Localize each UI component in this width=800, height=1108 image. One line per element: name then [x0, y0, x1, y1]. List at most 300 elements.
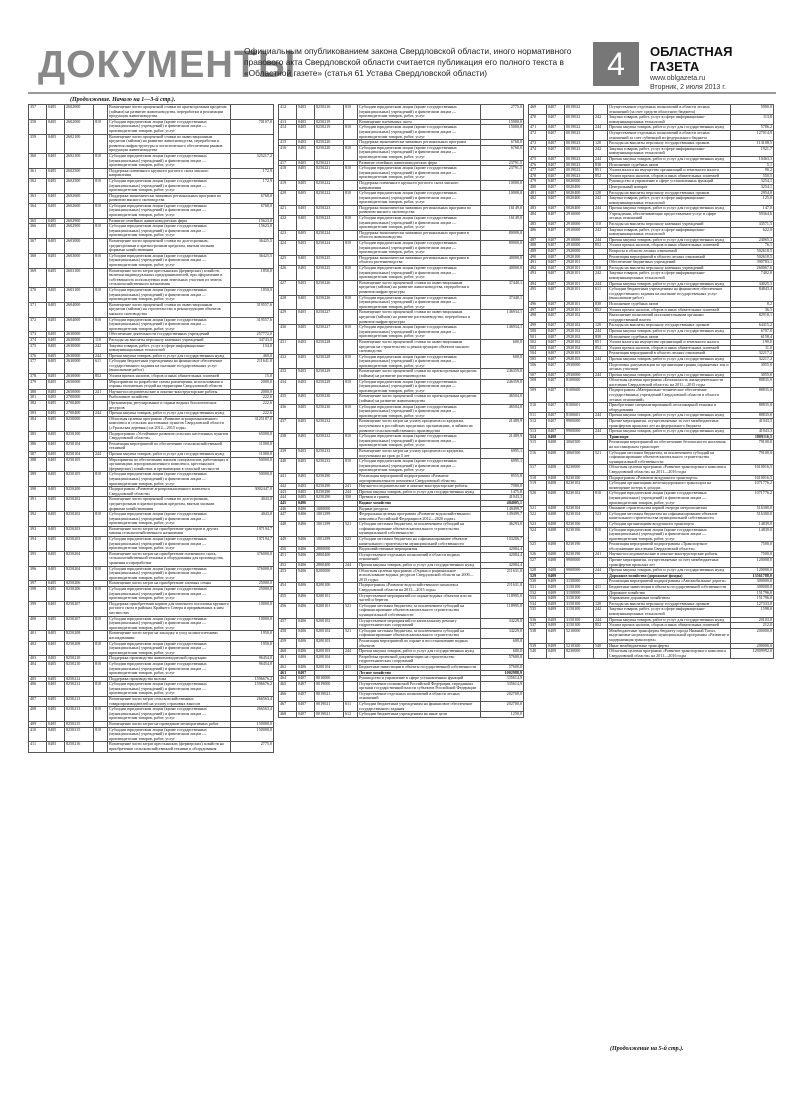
section-code: 0407: [297, 670, 315, 676]
expense-type: 244: [594, 429, 608, 435]
item-name: Уплата прочих налогов, сборов и иных обязательных платежей: [608, 173, 731, 179]
item-name: Субсидии юридическим лицам (кроме государственных (муниципальных) учреждений) и физическим лицам — производителям товаров, работ, услуг: [108, 472, 231, 487]
target-code: 0020400: [565, 206, 594, 212]
item-name: Субсидии юридическим лицам (кроме государственных (муниципальных) учреждений) и физическим лицам — производителям товаров, работ, услуг: [108, 178, 231, 193]
row-number: 520: [529, 491, 547, 506]
amount: 25000,0: [231, 587, 274, 602]
expense-type: 611: [94, 359, 108, 374]
table-row: [529, 105, 774, 115]
item-name: Расходы на выплаты персоналу государственных органов: [608, 190, 731, 196]
section-code: 0405: [297, 191, 315, 206]
table-row: [529, 558, 774, 568]
section-code: 0407: [547, 243, 565, 249]
section-code: 0406: [297, 522, 315, 537]
target-code: 8250212: [65, 682, 94, 697]
section-code: 0405: [297, 434, 315, 449]
target-code: 8230190: [565, 552, 594, 558]
expense-type: [344, 205, 358, 215]
item-name: Обеспечение деятельности государственных учреждений: [108, 332, 231, 338]
row-number: 438: [279, 434, 297, 449]
target-code: 2920102: [565, 313, 594, 323]
item-name: Субсидии юридическим лицам (кроме государственных (муниципальных) учреждений) и физическим лицам — производителям товаров, работ, услуг: [108, 203, 231, 218]
row-number: 375: [29, 343, 47, 353]
row-number: 394: [29, 537, 47, 552]
section-code: 0405: [47, 239, 65, 254]
item-name: Субсидии юридическим лицам (кроме государственных (муниципальных) учреждений) и физическим лицам — производителям товаров, работ, услуг: [108, 224, 231, 239]
amount: 335614,9: [481, 681, 524, 691]
section-code: 0405: [297, 419, 315, 434]
target-code: 8250208: [65, 641, 94, 656]
amount: 23791,5: [481, 160, 524, 166]
target-code: 8250105: [65, 457, 94, 472]
table-row: [279, 712, 524, 718]
target-code: 2603100: [65, 287, 94, 302]
expense-type: 810: [94, 153, 108, 168]
target-code: 0019023: [565, 173, 594, 179]
target-code: 0019022: [565, 125, 594, 131]
section-code: 0405: [297, 216, 315, 231]
expense-type: 242: [594, 227, 608, 237]
table-row: [29, 697, 274, 707]
amount: 88835,0: [731, 378, 774, 388]
item-name: Областная целевая программа «Безопасность жизнедеятельности населения Свердловской области» на 2011—2015 годы: [608, 378, 731, 388]
amount: 25000,0: [231, 581, 274, 587]
target-code: 2630000: [65, 332, 94, 338]
amount: 113,8: [731, 115, 774, 125]
item-name: Осуществление отдельных полномочий в области водных отношений: [358, 552, 481, 562]
table-row: [279, 205, 524, 215]
target-code: 8230102: [565, 491, 594, 506]
table-row: [279, 537, 524, 547]
section-code: 0405: [47, 431, 65, 441]
expense-type: [594, 440, 608, 450]
table-row: [279, 280, 524, 295]
expense-type: 244: [94, 451, 108, 457]
section-code: 0408: [547, 481, 565, 491]
target-code: 8230000: [565, 649, 594, 659]
expense-type: 120: [594, 323, 608, 329]
table-row: [29, 224, 274, 239]
item-name: Субсидии юридическим лицам (кроме государственных (муниципальных) учреждений) и физическим лицам — производителям товаров, работ, услуг: [358, 145, 481, 160]
item-name: Прочая закупка товаров, работ и услуг для государственных нужд: [358, 649, 481, 655]
row-number: 407: [29, 697, 47, 707]
section-code: 0407: [547, 323, 565, 329]
expense-type: [94, 401, 108, 411]
section-code: 0405: [47, 676, 65, 682]
row-number: 486: [529, 227, 547, 237]
row-number: 401: [29, 631, 47, 641]
section-code: 0407: [547, 184, 565, 190]
amount: 46504,0: [481, 394, 524, 404]
amount: 37440,1: [481, 280, 524, 295]
item-name: Прочая закупка товаров, работ и услуг для государственных нужд: [608, 413, 731, 419]
row-number: 435: [279, 394, 297, 404]
section-code: 0405: [47, 317, 65, 332]
amount: 266563,4: [231, 697, 274, 707]
table-row: [279, 105, 524, 120]
item-name: Субсидии местным бюджетам, за исключением субсидий на софинансирование объектов капитального строительства муниципальной собственности: [358, 522, 481, 537]
section-code: 0409: [547, 579, 565, 585]
expense-type: 810: [94, 537, 108, 552]
table-row: [529, 287, 774, 302]
target-code: 8250225: [315, 266, 344, 281]
expense-type: 810: [94, 287, 108, 302]
table-row: [29, 287, 274, 302]
amount: 1071776,2: [731, 481, 774, 491]
row-number: 451: [279, 552, 297, 562]
item-name: Подпрограмма «Устойчивое развитие сельских населенных пунктов Свердловской области»: [108, 431, 231, 441]
amount: 15623,0: [231, 224, 274, 239]
target-code: 3150100: [565, 607, 594, 617]
section-code: 0407: [547, 115, 565, 125]
section-code: 0405: [47, 641, 65, 656]
item-name: Прочая закупка товаров, работ и услуг для государственных нужд: [608, 156, 731, 162]
item-name: Научно-исследовательские и опытно-конструкторские работы: [358, 484, 481, 490]
row-number: 369: [29, 268, 47, 287]
expense-type: 611: [594, 287, 608, 302]
expense-type: 350: [344, 495, 358, 501]
item-name: Прочие мероприятия, осуществляемые за счет межбюджетных трансфертов прошлых лет: [608, 558, 731, 568]
table-row: [29, 239, 274, 254]
row-number: 415: [279, 140, 297, 146]
section-code: 0405: [47, 134, 65, 153]
amount: 20103,0: [731, 617, 774, 623]
amount: 82918,1: [731, 313, 774, 323]
item-name: Субсидии местным бюджетам, за исключением субсидий на софинансирование объектов капитального строительства муниципальной собственности: [358, 603, 481, 618]
amount: 212,0: [731, 623, 774, 629]
row-number: 457: [279, 618, 297, 628]
amount: 7080,0: [481, 484, 524, 490]
section-code: 0405: [297, 325, 315, 340]
section-code: 0405: [47, 374, 65, 380]
section-code: 0405: [297, 354, 315, 369]
expense-type: 810: [94, 253, 108, 268]
target-code: 2800400: [315, 563, 344, 569]
row-number: 453: [279, 568, 297, 583]
item-name: Субсидии местным бюджетам на софинансирование объектов капитального строительства муниципальной собственности: [358, 537, 481, 547]
section-code: 0405: [47, 727, 65, 742]
target-code: 2602500: [65, 168, 94, 178]
expense-type: [344, 583, 358, 593]
target-code: 2650000: [65, 379, 94, 389]
target-code: 8250223: [315, 216, 344, 231]
item-name: Уплата налога на имущество организаций и земельного налога: [608, 168, 731, 174]
expense-type: 521: [344, 603, 358, 618]
section-code: 0407: [547, 190, 565, 196]
row-number: 495: [529, 287, 547, 302]
section-code: 0407: [547, 388, 565, 403]
section-code: 0405: [47, 379, 65, 389]
amount: 6768,0: [231, 193, 274, 203]
expense-type: 852: [94, 374, 108, 380]
amount: 70107,0: [231, 119, 274, 134]
section-code: 0405: [297, 404, 315, 419]
target-code: 2920102: [565, 340, 594, 346]
item-name: Возмещение части процентной ставки по краткосрочным кредитам (займам) на развитие растениеводства: [358, 369, 481, 379]
item-name: Закупка товаров, работ, услуг в сфере информационно-коммуникационных технологий: [108, 343, 231, 353]
item-name: Возмещение части затрат на уплату процентов по кредитам, полученным на срок до 5 лет: [358, 448, 481, 458]
expense-type: 244: [594, 328, 608, 334]
table-row: [29, 431, 274, 441]
section-code: 0405: [47, 287, 65, 302]
row-number: 482: [529, 196, 547, 206]
target-code: 0020400: [565, 190, 594, 196]
expense-type: 244: [344, 563, 358, 569]
amount: 1250,0: [481, 712, 524, 718]
amount: 150000,0: [231, 722, 274, 728]
item-name: Возмещение части затрат на проведение мелиоративных работ: [108, 722, 231, 728]
target-code: 8100601: [565, 403, 594, 413]
row-number: 382: [29, 401, 47, 411]
row-number: 481: [529, 190, 547, 196]
row-number: 385: [29, 431, 47, 441]
section-code: 0408: [547, 465, 565, 475]
row-number: 539: [529, 643, 547, 649]
expense-type: 810: [94, 682, 108, 697]
table-row: [529, 527, 774, 542]
amount: 113108,5: [731, 141, 774, 147]
row-number: 366: [29, 224, 47, 239]
expense-type: 612: [344, 712, 358, 718]
target-code: 8250208: [65, 631, 94, 641]
target-code: 0019021: [315, 712, 344, 718]
target-code: 2602100: [65, 134, 94, 153]
amount: 50000,0: [231, 457, 274, 472]
expense-type: 810: [94, 472, 108, 487]
target-code: 2920101: [565, 281, 594, 287]
table-row: [29, 343, 274, 353]
amount: 15000,0: [481, 119, 524, 125]
amount: 300000,0: [731, 585, 774, 591]
amount: 90,2: [731, 168, 774, 174]
expense-type: 244: [594, 156, 608, 162]
expense-type: 540: [594, 643, 608, 649]
target-code: 3150000: [565, 590, 594, 596]
amount: 1921,7: [731, 146, 774, 156]
amount: 10000,0: [231, 601, 274, 616]
amount: 147,0: [731, 206, 774, 212]
amount: 300000,0: [731, 579, 774, 585]
row-number: 467: [279, 702, 297, 712]
amount: 11,0: [731, 345, 774, 351]
item-name: Поддержка производства молока: [108, 676, 231, 682]
section-code: 0405: [47, 472, 65, 487]
table-row: [529, 146, 774, 156]
table-row: [29, 497, 274, 512]
row-number: 516: [529, 450, 547, 465]
amount: 1071776,2: [731, 491, 774, 506]
section-code: 0405: [47, 416, 65, 431]
section-code: 0407: [547, 227, 565, 237]
row-number: 496: [529, 301, 547, 307]
section-code: 0409: [547, 596, 565, 602]
table-row: [529, 130, 774, 140]
row-number: 410: [29, 727, 47, 742]
amount: 88835,0: [731, 403, 774, 413]
item-name: Субсидии юридическим лицам (кроме государственных (муниципальных) учреждений) и физическим лицам — производителям товаров, работ, услуг: [358, 459, 481, 474]
item-name: Областная целевая программа «Охрана и рациональное использование водных ресурсов Свердловской области на 2009—2015 годы»: [358, 568, 481, 583]
expense-type: 810: [344, 241, 358, 256]
row-number: 389: [29, 472, 47, 487]
section-code: 0407: [547, 254, 565, 260]
amount: 13561788,0: [731, 573, 774, 579]
expense-type: [344, 419, 358, 434]
target-code: 2630000: [65, 359, 94, 374]
amount: 118995,0: [481, 593, 524, 603]
row-number: 494: [529, 281, 547, 287]
row-number: 469: [529, 105, 547, 115]
table-row: [279, 628, 524, 638]
table-row: [279, 216, 524, 231]
item-name: Возмещение части процентной ставки по краткосрочным кредитам (займам) на развитие животноводства, переработки и реализации продукции животноводства: [108, 105, 231, 120]
expense-type: [344, 448, 358, 458]
amount: 80000,0: [481, 230, 524, 240]
amount: 202700,0: [481, 702, 524, 712]
item-name: Развитие семейных животноводческих ферм: [108, 218, 231, 224]
section-code: 0405: [297, 119, 315, 125]
item-name: Прочие мероприятия, осуществляемые за счет межбюджетных трансфертов прошлых лет из федерального бюджета: [608, 419, 731, 429]
expense-type: 810: [344, 266, 358, 281]
item-name: Руководство и управление в сфере установленных функций: [358, 676, 481, 682]
section-code: 0405: [47, 601, 65, 616]
target-code: 8250200: [65, 487, 94, 497]
target-code: 2602100: [65, 153, 94, 168]
section-code: 0405: [47, 512, 65, 527]
item-name: Субсидии юридическим лицам (кроме государственных (муниципальных) учреждений) и физическим лицам — производителям товаров, работ, услуг: [358, 434, 481, 449]
row-number: 508: [529, 378, 547, 388]
target-code: 8250224: [315, 241, 344, 256]
row-number: 499: [529, 323, 547, 329]
amount: 600,0: [481, 339, 524, 354]
target-code: 0019023: [565, 130, 594, 140]
row-number: 441: [279, 473, 297, 483]
item-name: Закупка товаров, работ, услуг в сфере информационно-коммуникационных технологий: [608, 115, 731, 125]
section-code: 0407: [547, 173, 565, 179]
expense-type: 242: [594, 146, 608, 156]
amount: 23791,5: [481, 166, 524, 181]
row-number: 524: [529, 527, 547, 542]
section-code: 0405: [47, 551, 65, 566]
amount: 1950,0: [231, 631, 274, 641]
target-code: 2602500: [65, 178, 94, 193]
section-code: 0406: [297, 618, 315, 628]
item-name: Прочая закупка товаров, работ и услуг для государственных нужд: [608, 237, 731, 243]
row-number: 388: [29, 457, 47, 472]
item-name: Субсидии юридическим лицам (кроме государственных (муниципальных) учреждений) и физическим лицам — производителям товаров, работ, услуг: [358, 325, 481, 340]
target-code: 8250220: [315, 140, 344, 146]
item-name: Уплата прочих налогов, сборов и иных обязательных платежей: [608, 307, 731, 313]
row-number: 501: [529, 334, 547, 340]
table-row: [29, 268, 274, 287]
section-code: 0407: [297, 702, 315, 712]
expense-type: [344, 394, 358, 404]
row-number: 462: [279, 664, 297, 670]
row-number: 381: [29, 395, 47, 401]
table-row: [279, 593, 524, 603]
amount: 600,0: [481, 638, 524, 648]
expense-type: 810: [344, 295, 358, 310]
expense-type: [94, 379, 108, 389]
target-code: 2602000: [65, 119, 94, 134]
item-name: Дорожное хозяйство (дорожные фонды): [608, 573, 731, 579]
item-name: Поддержка племенного крупного рогатого скота мясного направления: [358, 180, 481, 190]
expense-type: 810: [344, 125, 358, 140]
target-code: 2604000: [65, 317, 94, 332]
target-code: 3150100: [565, 601, 594, 607]
target-code: 8200101: [315, 603, 344, 618]
row-number: 436: [279, 404, 297, 419]
expense-type: [344, 280, 358, 295]
row-number: 444: [279, 495, 297, 501]
row-number: 380: [29, 389, 47, 395]
target-code: 2920102: [565, 345, 594, 351]
amount: 335614,9: [481, 676, 524, 682]
expense-type: [94, 268, 108, 287]
amount: 79100,0: [731, 450, 774, 465]
item-name: Расходы на выплаты персоналу казенных учреждений: [608, 222, 731, 228]
table-row: [529, 271, 774, 281]
amount: 59364,6: [731, 211, 774, 221]
amount: 1610016,5: [731, 475, 774, 481]
item-name: Водохозяйственные мероприятия: [358, 547, 481, 553]
item-name: Субсидии юридическим лицам (кроме государственных (муниципальных) учреждений) и физическим лицам — производителям товаров, работ, услуг: [358, 404, 481, 419]
target-code: 8200100: [315, 583, 344, 593]
amount: 96454,0: [231, 661, 274, 676]
row-number: 530: [529, 579, 547, 585]
expense-type: 810: [344, 191, 358, 206]
section-code: 0405: [297, 145, 315, 160]
item-name: Прочая закупка товаров, работ и услуг для государственных нужд: [108, 353, 231, 359]
amount: 1002988,9: [481, 670, 524, 676]
item-name: Поддержка экономически значимых региональных программ: [358, 140, 481, 146]
section-code: 0405: [297, 459, 315, 474]
amount: 6707,0: [731, 328, 774, 334]
amount: 46504,0: [481, 404, 524, 419]
section-code: 0408: [547, 542, 565, 552]
item-name: Подпрограмма «Развитие агропромышленного комплекса Свердловской области»: [108, 487, 231, 497]
row-number: 460: [279, 649, 297, 655]
target-code: 8250228: [315, 339, 344, 354]
item-name: Мероприятия по разработке схемы размещения, использования и охраны охотничьих угодий на территории Свердловской области: [108, 379, 231, 389]
section-code: 0408: [547, 511, 565, 521]
section-code: 0408: [547, 491, 565, 506]
item-name: Обеспечение бюджетных учреждений: [608, 260, 731, 266]
target-code: 8250221: [315, 166, 344, 181]
row-number: 393: [29, 526, 47, 536]
target-code: 8100600: [565, 388, 594, 403]
target-code: 8250290: [315, 473, 344, 483]
row-number: 424: [279, 241, 297, 256]
row-number: 531: [529, 585, 547, 591]
expense-type: [594, 313, 608, 323]
item-name: Реализация мероприятий по обеспечению сельскохозяйственной техникой: [108, 441, 231, 451]
expense-type: 244: [594, 237, 608, 243]
section-code: 0405: [297, 166, 315, 181]
target-code: 5210000: [565, 628, 594, 643]
item-name: Прочая закупка товаров, работ и услуг для государственных нужд: [608, 125, 731, 131]
expense-type: [94, 431, 108, 441]
expense-type: [594, 378, 608, 388]
section-code: 0405: [47, 526, 65, 536]
item-name: Субсидии юридическим лицам (кроме государственных (муниципальных) учреждений) и физическим лицам — производителям товаров, работ, услуг: [108, 682, 231, 697]
item-name: Субсидии юридическим лицам (кроме государственных (муниципальных) учреждений) и физическим лицам — производителям товаров, работ, услуг: [358, 354, 481, 369]
target-code: 0019022: [565, 105, 594, 115]
item-name: Возмещение части затрат крестьянских (фермерских) хозяйств, включая индивидуальных предпринимателей, при оформлении в собственность используемых ими земельных участков из земель сельскохозяйственного назначения: [108, 268, 231, 287]
table-row: [29, 742, 274, 752]
row-number: 461: [279, 654, 297, 664]
target-code: 0019022: [565, 115, 594, 125]
section-code: 0405: [47, 451, 65, 457]
